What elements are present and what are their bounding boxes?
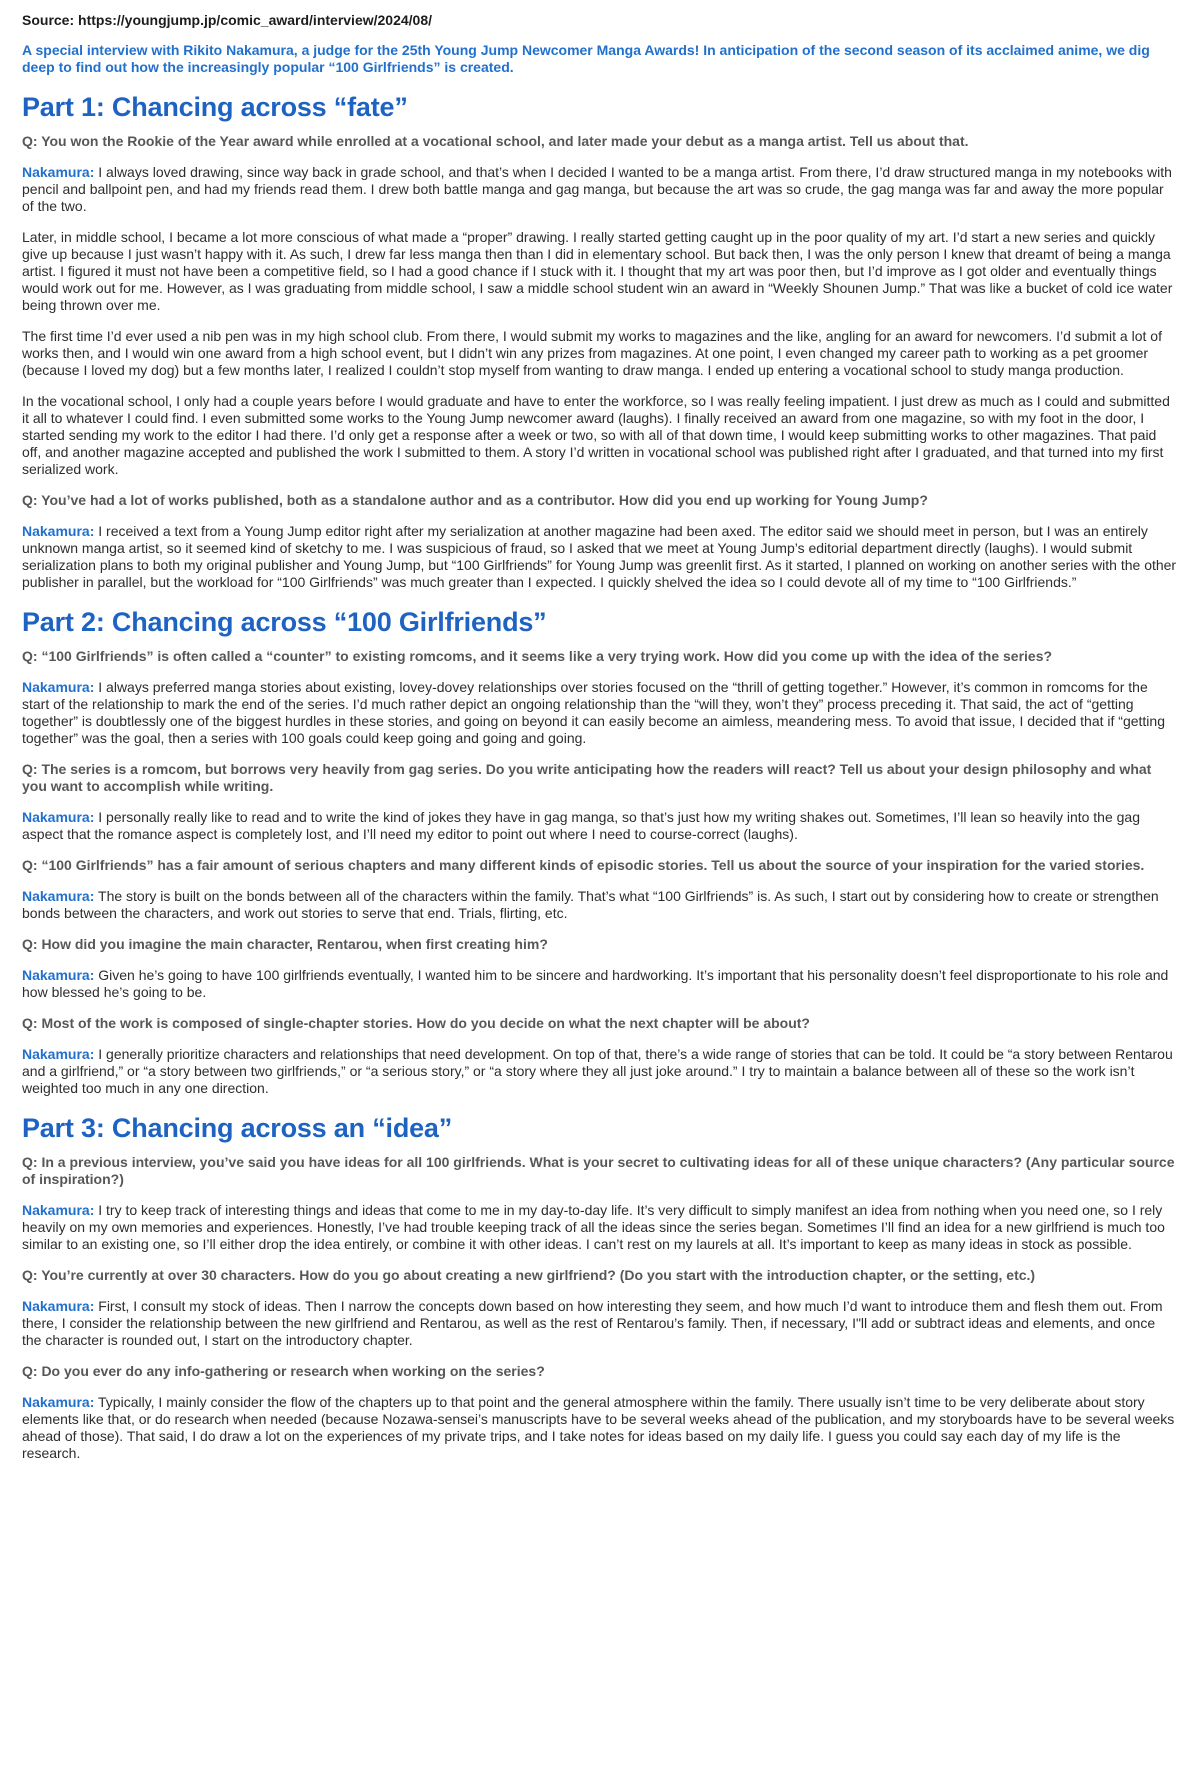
speaker-label: Nakamura: <box>22 1202 95 1218</box>
speaker-label: Nakamura: <box>22 1298 95 1314</box>
question: Q: How did you imagine the main character, Rentarou, when first creating him? <box>22 936 548 952</box>
answer-paragraph: Nakamura: Given he’s going to have 100 girlfriends eventually, I wanted him to be sincere and hardworking. It’s important that his personality doesn’t feel disproportionate to his role and how blessed he’s going to be. <box>22 967 1169 1000</box>
question: Q: In a previous interview, you’ve said you have ideas for all 100 girlfriends. What is your secret to cultivating ideas for all of these unique characters? (Any particular source of inspiration?) <box>22 1154 1175 1187</box>
question: Q: “100 Girlfriends” is often called a “counter” to existing romcoms, and it seems like a very trying work. How did you come up with the idea of the series? <box>22 648 1053 664</box>
question: Q: Do you ever do any info-gathering or research when working on the series? <box>22 1363 545 1379</box>
source-line: Source: https://youngjump.jp/comic_award/interview/2024/08/ <box>22 12 432 28</box>
speaker-label: Nakamura: <box>22 967 95 983</box>
answer-paragraph: Nakamura: The story is built on the bonds between all of the characters within the family. That’s what “100 Girlfriends” is. As such, I start out by considering how to create or strengthen bonds between the characters, and work out stories to serve that end. Trials, flirting, etc. <box>22 888 1159 921</box>
question: Q: Most of the work is composed of single-chapter stories. How do you decide on what the next chapter will be about? <box>22 1015 810 1031</box>
answer-paragraph: Nakamura: I always loved drawing, since way back in grade school, and that’s when I decided I wanted to be a manga artist. From there, I’d draw structured manga in my notebooks with pencil and ballpoint pen, and had my friends read them. I drew both battle manga and gag manga, but because the art was so crude, the gag manga was far and away the more popular of the two. <box>22 164 1172 214</box>
section-title: Part 3: Chancing across an “idea” <box>22 1113 453 1143</box>
question: Q: You’re currently at over 30 characters. How do you go about creating a new girlfriend? (Do you start with the introduction chapter, or the setting, etc.) <box>22 1267 1036 1283</box>
answer-paragraph: Nakamura: I received a text from a Young Jump editor right after my serialization at another magazine had been axed. The editor said we should meet in person, but I was an entirely unknown manga artist, so it seemed kind of sketchy to me. I was suspicious of fraud, so I asked that we meet at Young Jump’s editorial department directly (laughs). I would submit serialization plans to both my original publisher and Young Jump, but “100 Girlfriends” for Young Jump was greenlit first. As it started, I planned on working on another series with the other publisher in parallel, but the workload for “100 Girlfriends” was much greater than I expected. I quickly shelved the idea so I could devote all of my time to “100 Girlfriends.” <box>22 523 1177 590</box>
answer-paragraph: Nakamura: I try to keep track of interesting things and ideas that come to me in my day-to-day life. It’s very difficult to simply manifest an idea from nothing when you need one, so I rely heavily on my own memories and experiences. Honestly, I’ve had trouble keeping track of all the ideas since the series began. Sometimes I’ll find an idea for a new girlfriend is much too similar to an existing one, so I’ll either drop the idea entirely, or combine it with other ideas. I can’t rest on my laurels at all. It’s important to keep as many ideas in stock as possible. <box>22 1202 1165 1252</box>
question: Q: You won the Rookie of the Year award while enrolled at a vocational school, and later made your debut as a manga artist. Tell us about that. <box>22 133 969 149</box>
answer-paragraph: Nakamura: Typically, I mainly consider the flow of the chapters up to that point and the general atmosphere within the family. There usually isn’t time to be very deliberate about story elements like that, or do research when needed (because Nozawa-sensei’s manuscripts have to be several weeks ahead of the publication, and my storyboards have to be several weeks ahead of those). That said, I do draw a lot on the experiences of my private trips, and I take notes for ideas based on my daily life. I guess you could say each day of my life is the research. <box>22 1394 1175 1461</box>
section-title: Part 1: Chancing across “fate” <box>22 92 408 122</box>
speaker-label: Nakamura: <box>22 1394 95 1410</box>
answer-paragraph: In the vocational school, I only had a couple years before I would graduate and have to enter the workforce, so I was really feeling impatient. I just drew as much as I could and submitted it all to whatever I could find. I even submitted some works to the Young Jump newcomer award (laughs). I finally received an award from one magazine, so with my foot in the door, I started sending my work to the editor I had there. I’d only get a response after a week or two, so with all of that down time, I would keep submitting works to other magazines. That paid off, and another magazine accepted and published the work I submitted to them. A story I’d written in vocational school was published right after I graduated, and that turned into my first serialized work. <box>22 393 1170 477</box>
interview-sections <box>22 92 1178 1462</box>
interview-document <box>22 12 1178 1462</box>
speaker-label: Nakamura: <box>22 1046 95 1062</box>
answer-paragraph: Nakamura: I generally prioritize characters and relationships that need development. On top of that, there’s a wide range of stories that can be told. It could be “a story between Rentarou and a girlfriend,” or “a story between two girlfriends,” or “a serious story,” or “a story where they all just joke around.” I try to maintain a balance between all of these so the work isn’t weighted too much in any one direction. <box>22 1046 1173 1096</box>
intro-text: A special interview with Rikito Nakamura, a judge for the 25th Young Jump Newcomer Manga Awards! In anticipation of the second season of its acclaimed anime, we dig deep to find out how the increasingly popular “100 Girlfriends” is created. <box>22 42 1150 75</box>
question: Q: You’ve had a lot of works published, both as a standalone author and as a contributor. How did you end up working for Young Jump? <box>22 492 928 508</box>
speaker-label: Nakamura: <box>22 888 95 904</box>
answer-paragraph: Nakamura: I always preferred manga stories about existing, lovey-dovey relationships over stories focused on the “thrill of getting together.” However, it’s common in romcoms for the start of the relationship to mark the end of the series. I’d much rather depict an ongoing relationship than the “will they, won’t they” process preceding it. That said, the act of “getting together” is doubtlessly one of the biggest hurdles in these stories, and going on beyond it can easily become an aimless, meandering mess. To avoid that issue, I decided that if “getting together” was the goal, then a series with 100 goals could keep going and going and going. <box>22 679 1165 746</box>
answer-paragraph: Nakamura: I personally really like to read and to write the kind of jokes they have in gag manga, so that’s just how my writing shakes out. Sometimes, I’ll lean so heavily into the gag aspect that the romance aspect is completely lost, and I’ll need my editor to point out where I need to course-correct (laughs). <box>22 809 1140 842</box>
speaker-label: Nakamura: <box>22 164 95 180</box>
speaker-label: Nakamura: <box>22 523 95 539</box>
answer-paragraph: Nakamura: First, I consult my stock of ideas. Then I narrow the concepts down based on how interesting they seem, and how much I’d want to introduce them and flesh them out. From there, I consider the relationship between the new girlfriend and Rentarou, as well as the rest of Rentarou’s family. Then, if necessary, I"ll add or subtract ideas and elements, and once the character is rounded out, I start on the introductory chapter. <box>22 1298 1163 1348</box>
answer-paragraph: The first time I’d ever used a nib pen was in my high school club. From there, I would submit my works to magazines and the like, angling for an award for newcomers. I’d submit a lot of works then, and I would win one award from a high school event, but I didn’t win any prizes from magazines. At one point, I even changed my career path to working as a pet groomer (because I loved my dog) but a few months later, I realized I couldn’t stop myself from wanting to draw manga. I ended up entering a vocational school to study manga production. <box>22 328 1162 378</box>
speaker-label: Nakamura: <box>22 679 95 695</box>
answer-paragraph: Later, in middle school, I became a lot more conscious of what made a “proper” drawing. I really started getting caught up in the poor quality of my art. I’d start a new series and quickly give up because I just wasn’t happy with it. As such, I drew far less manga then than I did in elementary school. But back then, I was the only person I knew that dreamt of being a manga artist. I figured it must not have been a competitive field, so I had a good chance if I stuck with it. I thought that my art was poor then, but I’d improve as I got older and eventually things would work out for me. However, as I was graduating from middle school, I saw a middle school student win an award in “Weekly Shounen Jump.” That was like a bucket of cold ice water being thrown over me. <box>22 229 1173 313</box>
question: Q: “100 Girlfriends” has a fair amount of serious chapters and many different kinds of episodic stories. Tell us about the source of your inspiration for the varied stories. <box>22 857 1145 873</box>
question: Q: The series is a romcom, but borrows very heavily from gag series. Do you write anticipating how the readers will react? Tell us about your design philosophy and what you want to accomplish while writing. <box>22 761 1152 794</box>
section-title: Part 2: Chancing across “100 Girlfriends” <box>22 607 547 637</box>
speaker-label: Nakamura: <box>22 809 95 825</box>
